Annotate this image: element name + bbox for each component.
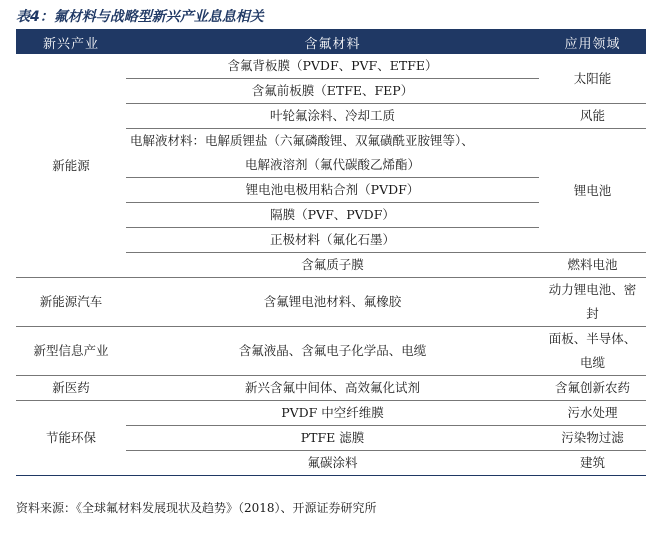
material-cell: 含氟质子膜 (126, 253, 539, 278)
application-cell: 污水处理 (539, 401, 646, 426)
source-note: 资料来源：《全球氟材料发展现状及趋势》（2018）、开源证券研究所 (16, 501, 377, 515)
material-cell: PVDF 中空纤维膜 (126, 401, 539, 426)
table-row (16, 54, 646, 79)
application-cell: 污染物过滤 (539, 426, 646, 451)
material-cell: 叶轮氟涂料、冷却工质 (126, 104, 539, 129)
table-title: 表4：氟材料与战略型新兴产业息息相关 (16, 9, 264, 25)
header-application: 应用领域 (539, 30, 646, 54)
material-cell: 新兴含氟中间体、高效氟化试剂 (126, 376, 539, 401)
table-row (16, 327, 646, 376)
material-cell: 含氟前板膜（ETFE、FEP） (126, 79, 539, 104)
material-cell: 含氟背板膜（PVDF、PVF、ETFE） (126, 54, 539, 79)
material-line: 电解液溶剂（氟代碳酸乙烯酯） (244, 157, 420, 172)
application-cell (539, 327, 646, 376)
application-line: 封 (586, 306, 599, 321)
material-cell (126, 129, 539, 178)
industry-cell: 新能源 (16, 54, 126, 278)
industry-cell: 节能环保 (16, 401, 126, 476)
fluorine-materials-table (16, 30, 646, 476)
table-row (16, 278, 646, 327)
table-row (16, 401, 646, 426)
material-cell: 正极材料（氟化石墨） (126, 228, 539, 253)
material-cell: 含氟液晶、含氟电子化学品、电缆 (126, 327, 539, 376)
application-cell: 含氟创新农药 (539, 376, 646, 401)
material-cell: PTFE 滤膜 (126, 426, 539, 451)
industry-cell: 新医药 (16, 376, 126, 401)
application-line: 电缆 (579, 355, 605, 370)
material-cell: 隔膜（PVF、PVDF） (126, 203, 539, 228)
header-industry: 新兴产业 (16, 30, 126, 54)
industry-cell: 新型信息产业 (16, 327, 126, 376)
header-material: 含氟材料 (126, 30, 539, 54)
application-cell: 建筑 (539, 451, 646, 476)
material-cell: 锂电池电极用粘合剂（PVDF） (126, 178, 539, 203)
application-line: 动力锂电池、密 (548, 282, 637, 297)
header-row (16, 30, 646, 54)
material-cell: 氟碳涂料 (126, 451, 539, 476)
application-cell: 锂电池 (539, 129, 646, 253)
application-cell: 燃料电池 (539, 253, 646, 278)
material-line: 电解液材料：电解质锂盐（六氟磷酸锂、双氟磺酰亚胺锂等）、 (130, 133, 474, 148)
application-line: 面板、半导体、 (548, 331, 637, 346)
table-row (16, 376, 646, 401)
application-cell: 风能 (539, 104, 646, 129)
industry-cell: 新能源汽车 (16, 278, 126, 327)
material-cell: 含氟锂电池材料、氟橡胶 (126, 278, 539, 327)
application-cell: 太阳能 (539, 54, 646, 104)
application-cell (539, 278, 646, 327)
